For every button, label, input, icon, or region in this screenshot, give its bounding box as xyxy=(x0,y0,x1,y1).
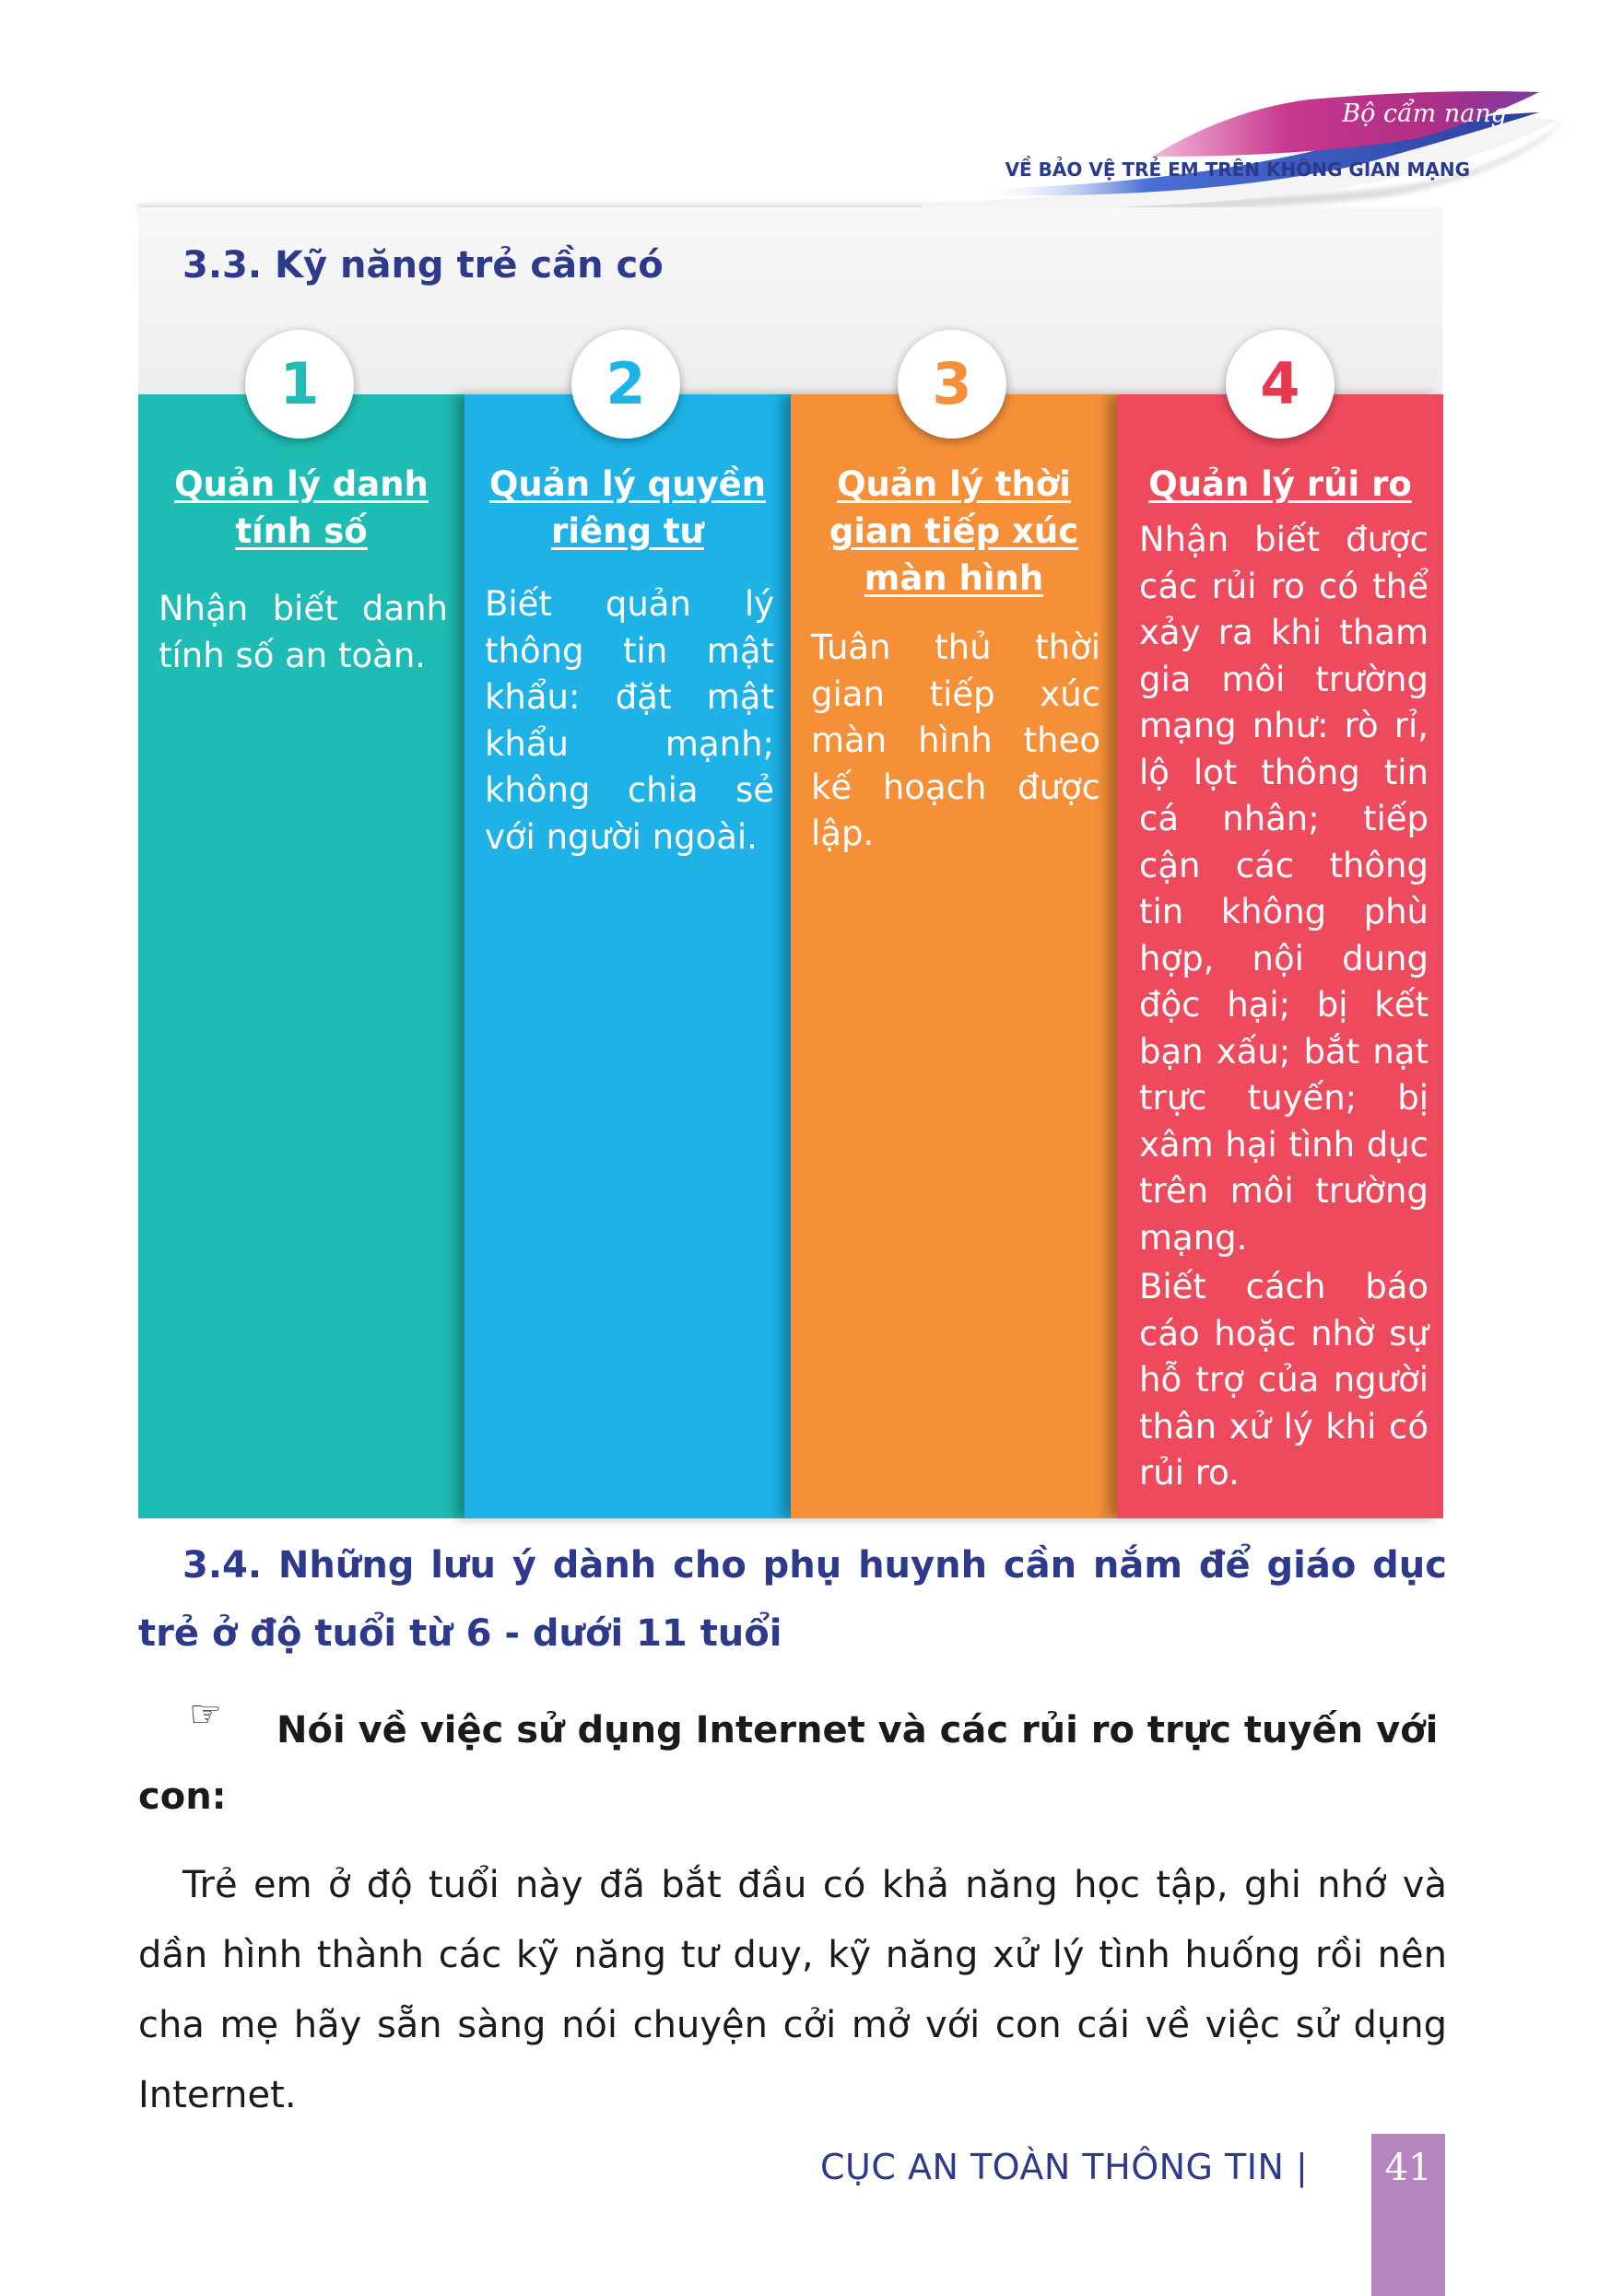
skill-title: Quản lý quyền riêng tư xyxy=(488,464,767,551)
step-number-badge: 3 xyxy=(898,330,1006,439)
footer-organization: CỤC AN TOÀN THÔNG TIN | xyxy=(820,2147,1309,2187)
section-3-4-heading: 3.4. Những lưu ý dành cho phụ huynh cần nắm để giáo dục trẻ ở độ tuổi từ 6 - dưới 11 tuổi xyxy=(138,1544,1447,1655)
body-paragraph: Trẻ em ở độ tuổi này đã bắt đầu có khả năng học tập, ghi nhớ và dần hình thành các kỹ năng tư duy, kỹ năng xử lý tình huống rồi nên cha mẹ hãy sẵn sàng nói chuyện cởi mở với con cái về việc sử dụng Internet. xyxy=(138,1864,1447,2116)
header-subtitle: VỀ BẢO VỆ TRẺ EM TRÊN KHÔNG GIAN MẠNG xyxy=(1005,158,1470,181)
skill-column-identity xyxy=(138,394,464,1518)
bullet-heading: Nói về việc sử dụng Internet và các rủi ro trực tuyến với con: xyxy=(138,1709,1439,1818)
skill-column-risk xyxy=(1117,394,1443,1518)
skill-description: Nhận biết danh tính số an toàn. xyxy=(159,589,448,675)
header-title: Bộ cẩm nang xyxy=(1342,100,1507,128)
skill-description: Nhận biết được các rủi ro có thể xảy ra khi tham gia môi trường mạng như: rò rỉ, lộ lọt thông tin cá nhân; tiếp cận các thông tin không phù hợp, nội dung độc hại; bị kết bạn xấu; bắt nạt trực tuyến; bị xâm hại tình dục trên môi trường mạng. xyxy=(1139,520,1429,1258)
pointing-hand-icon: ☞ xyxy=(189,1693,222,1736)
skill-column-privacy xyxy=(464,394,791,1518)
step-number-badge: 1 xyxy=(245,330,354,439)
skill-title: Quản lý danh tính số xyxy=(174,464,429,551)
skill-description-extra: Biết cách báo cáo hoặc nhờ sự hỗ trợ của người thân xử lý khi có rủi ro. xyxy=(1139,1267,1429,1493)
step-number-badge: 2 xyxy=(571,330,680,439)
section-3-3-heading: 3.3. Kỹ năng trẻ cần có xyxy=(182,244,664,287)
skill-column-screen-time xyxy=(791,394,1117,1518)
page-header xyxy=(0,0,1611,230)
skill-description: Tuân thủ thời gian tiếp xúc màn hình theo kế hoạch được lập. xyxy=(811,627,1100,853)
skill-description: Biết quản lý thông tin mật khẩu: đặt mật khẩu mạnh; không chia sẻ với người ngoài. xyxy=(485,584,774,857)
page-number: 41 xyxy=(1384,2147,1432,2189)
skill-title: Quản lý thời gian tiếp xúc màn hình xyxy=(829,464,1079,598)
step-number-badge: 4 xyxy=(1226,330,1335,439)
skill-title: Quản lý rủi ro xyxy=(1148,464,1412,504)
